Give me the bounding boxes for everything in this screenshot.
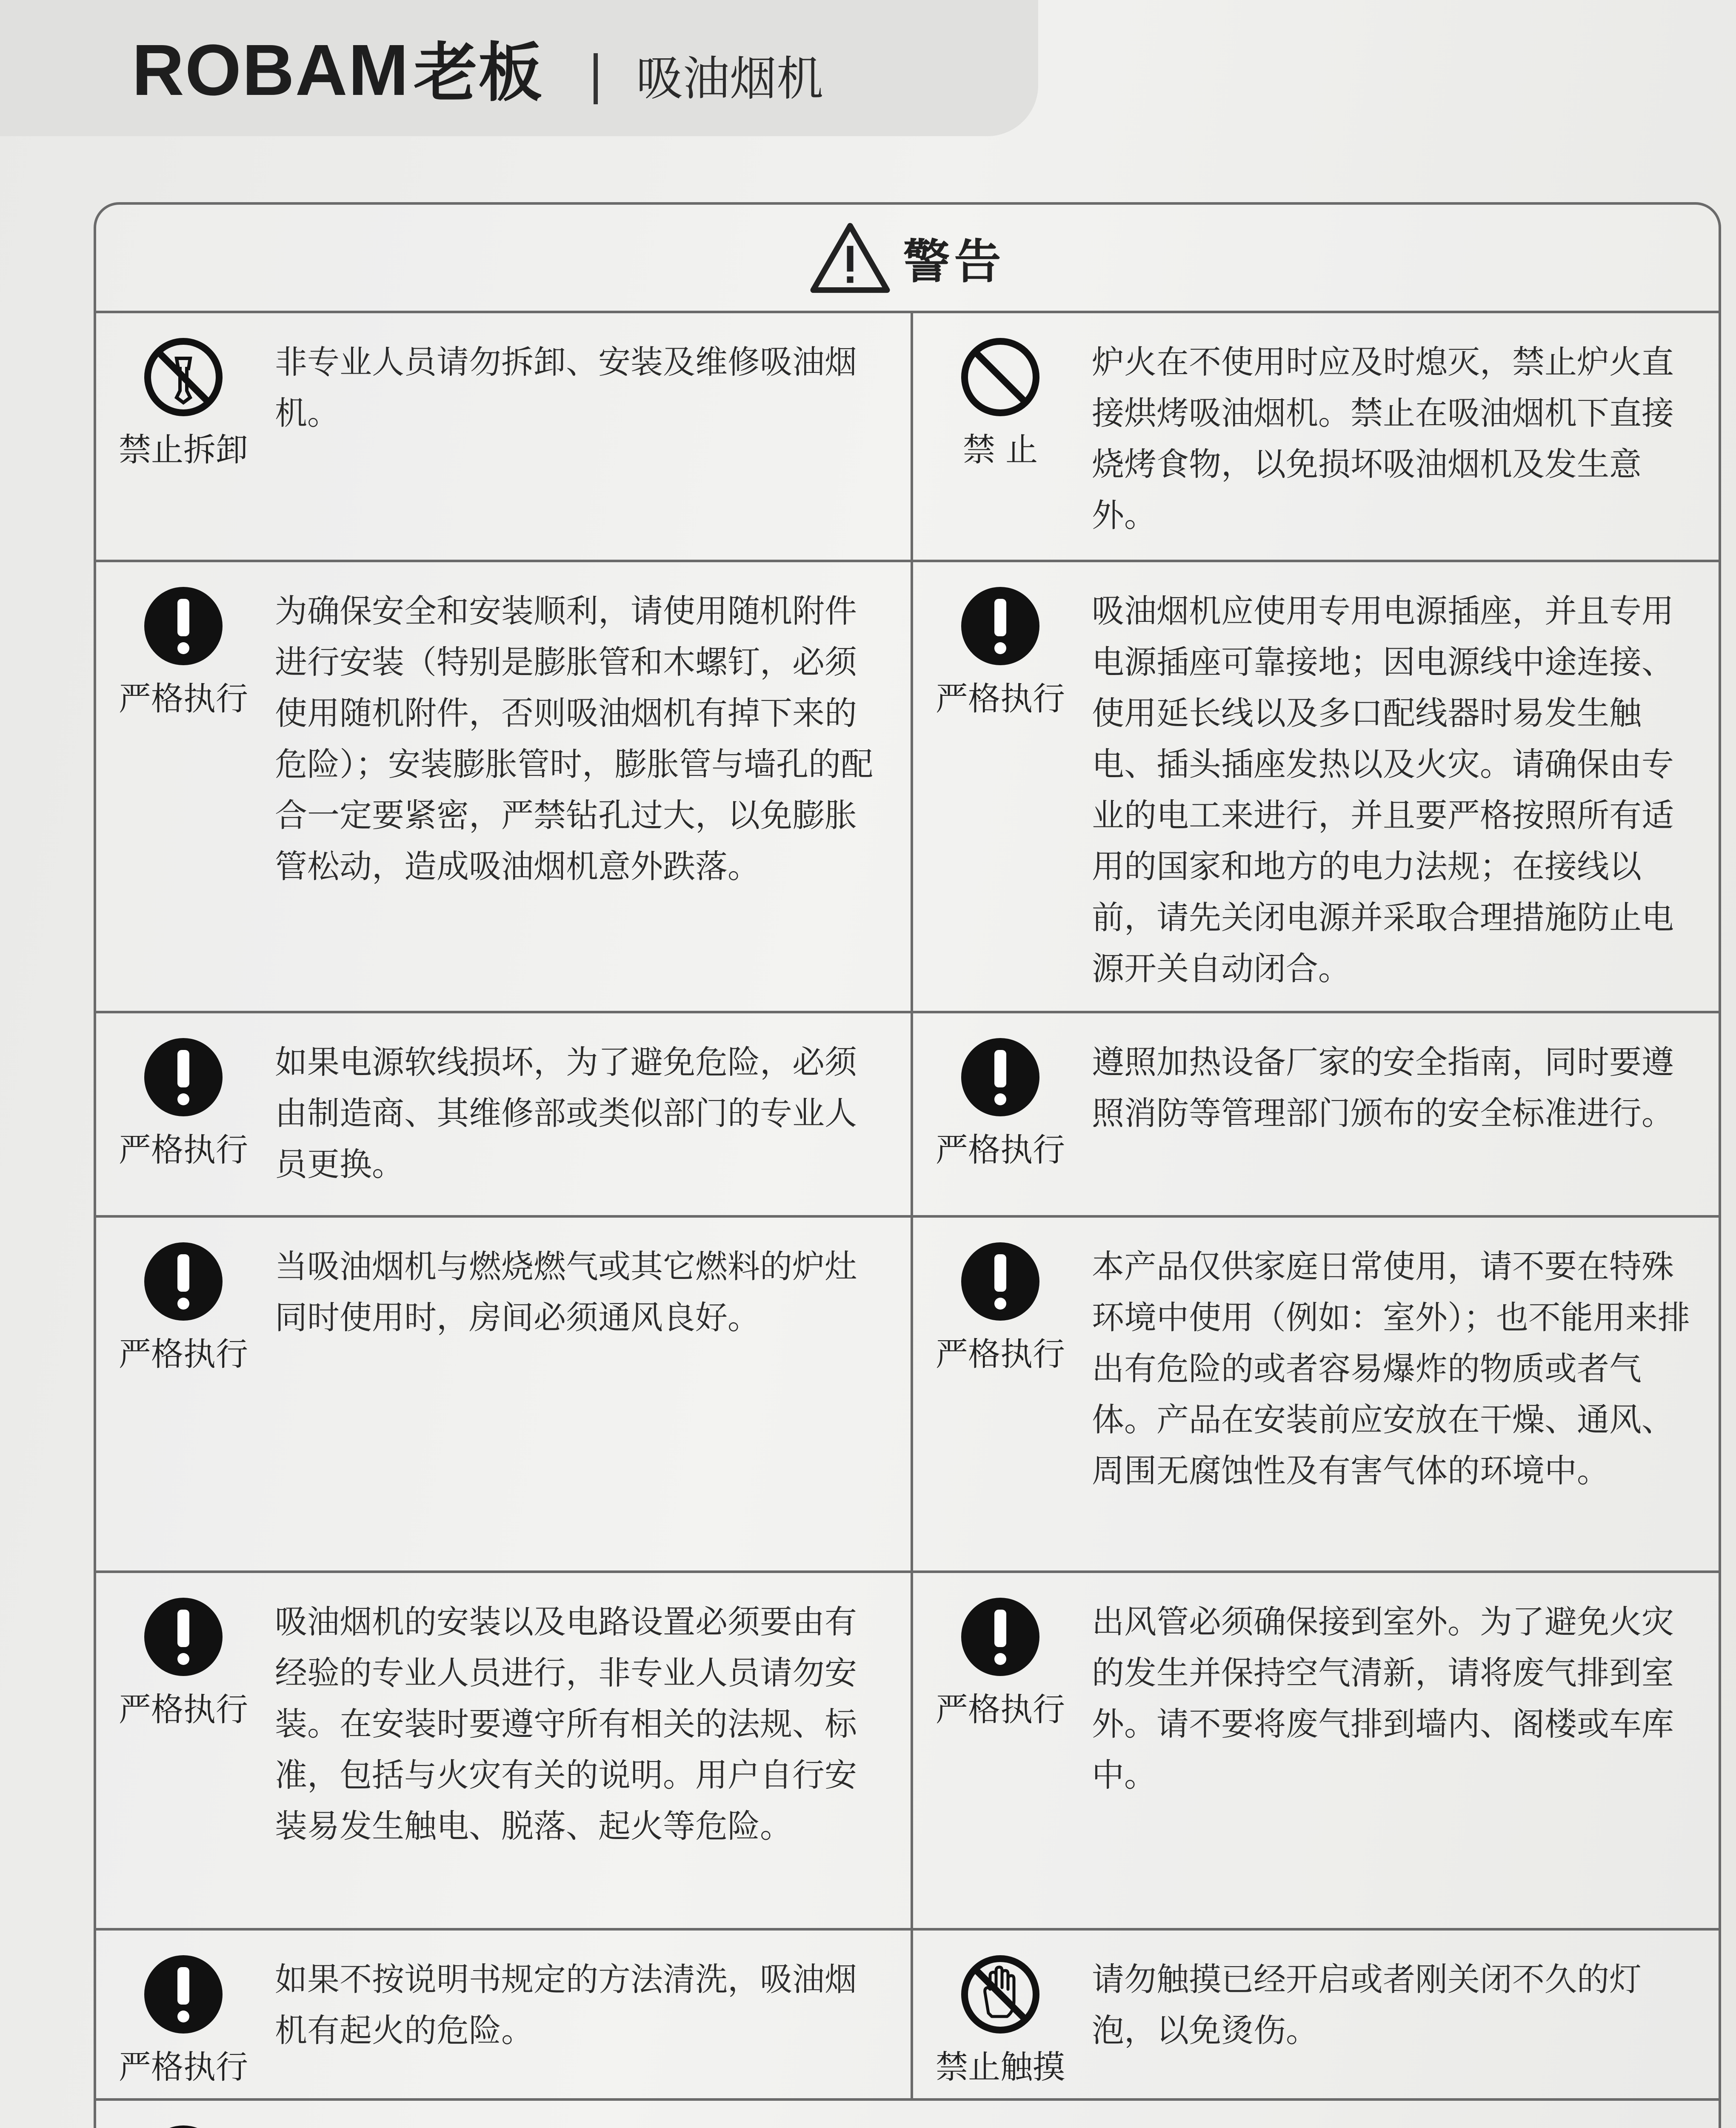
no-disassembly-icon — [141, 335, 226, 420]
icon-group — [113, 1035, 254, 1170]
product-name: 吸油烟机 — [636, 51, 823, 106]
warning-row-1 — [96, 313, 1719, 562]
warning-text: 本产品仅供家庭日常使用，请不要在特殊环境中使用（例如：室外）；也不能用来排出有危险的或者容易爆炸的物质或者气体。产品在安装前应安放在干燥、通风、周围无腐蚀性及有害气体的环境中。 — [1092, 1247, 1690, 1490]
icon-group — [113, 1239, 254, 1375]
icon-group — [113, 1952, 254, 2088]
mandatory-icon — [141, 2122, 226, 2128]
mandatory-icon — [958, 1035, 1043, 1120]
icon-label: 禁止拆卸 — [119, 431, 248, 469]
icon-group — [930, 335, 1071, 470]
mandatory-icon — [141, 1952, 226, 2037]
warning-text: 吸油烟机的安装以及电路设置必须要由有经验的专业人员进行，非专业人员请勿安装。在安装时要遵守所有相关的法规、标准，包括与火灾有关的说明。用户自行安装易发生触电、脱落、起火等危险。 — [275, 1603, 857, 1845]
icon-group — [930, 1035, 1071, 1170]
warning-text: 当吸油烟机与燃烧燃气或其它燃料的炉灶同时使用时，房间必须通风良好。 — [275, 1247, 857, 1336]
icon-label: 严格执行 — [119, 1690, 248, 1728]
no-touch-icon — [958, 1952, 1043, 2037]
icon-group — [113, 583, 254, 719]
icon-group — [113, 335, 254, 470]
icon-group — [930, 1239, 1071, 1375]
icon-label: 严格执行 — [936, 1690, 1065, 1728]
warning-cell — [96, 313, 913, 560]
mandatory-icon — [141, 1035, 226, 1120]
mandatory-icon — [958, 583, 1043, 669]
warning-text: 如果电源软线损坏，为了避免危险，必须由制造商、其维修部或类似部门的专业人员更换。 — [275, 1043, 857, 1183]
header-divider — [594, 53, 598, 104]
warning-text: 炉火在不使用时应及时熄灭，禁止炉火直接烘烤吸油烟机。禁止在吸油烟机下直接烧烤食物，以免损坏吸油烟机及发生意外。 — [1092, 343, 1674, 534]
warning-text: 吸油烟机应使用专用电源插座，并且专用电源插座可靠接地；因电源线中途连接、使用延长线以及多口配线器时易发生触电、插头插座发热以及火灾。请确保由专业的电工来进行，并且要严格按照所有适用的国家和地方的电力法规；在接线以前，请先关闭电源并采取合理措施防止电源开关自动闭合。 — [1092, 592, 1674, 987]
warning-cell — [913, 313, 1721, 560]
mandatory-icon — [141, 1594, 226, 1679]
icon-group — [113, 2122, 254, 2128]
mandatory-icon — [958, 1594, 1043, 1679]
icon-label: 严格执行 — [936, 1335, 1065, 1373]
warning-cell — [913, 1931, 1721, 2098]
warning-text: 遵照加热设备厂家的安全指南，同时要遵照消防等管理部门颁布的安全标准进行。 — [1092, 1043, 1674, 1132]
mandatory-icon — [958, 1239, 1043, 1324]
warning-row-4 — [96, 1218, 1719, 1573]
warning-cell — [96, 1573, 913, 1928]
icon-label: 严格执行 — [119, 1335, 248, 1373]
warning-cell — [913, 562, 1721, 1011]
icon-label: 严格执行 — [119, 1131, 248, 1169]
prohibited-icon — [958, 335, 1043, 420]
warning-cell — [96, 2101, 1719, 2128]
warning-row-5 — [96, 1573, 1719, 1931]
warning-title: 警告 — [903, 234, 1005, 289]
icon-group — [113, 1594, 254, 1730]
mandatory-icon — [141, 583, 226, 669]
icon-label: 禁 止 — [962, 431, 1038, 469]
warning-cell — [96, 1013, 913, 1215]
warning-text: 如果不按说明书规定的方法清洗，吸油烟机有起火的危险。 — [275, 1960, 857, 2049]
warning-row-2 — [96, 562, 1719, 1013]
icon-group — [930, 1594, 1071, 1730]
icon-label: 严格执行 — [936, 680, 1065, 718]
warning-header — [96, 205, 1719, 313]
brand-logo — [132, 30, 543, 111]
icon-group — [930, 1952, 1071, 2088]
warning-text — [275, 2124, 1693, 2128]
warning-triangle-icon — [810, 222, 891, 294]
warning-text: 非专业人员请勿拆卸、安装及维修吸油烟机。 — [275, 343, 857, 432]
warning-cell — [96, 562, 913, 1011]
warning-cell — [913, 1573, 1721, 1928]
icon-group — [930, 583, 1071, 719]
warning-cell — [913, 1218, 1721, 1570]
icon-label: 严格执行 — [119, 680, 248, 718]
warning-text: 出风管必须确保接到室外。为了避免火灾的发生并保持空气清新，请将废气排到室外。请不要将废气排到墙内、阁楼或车库中。 — [1092, 1603, 1674, 1794]
warning-cell — [913, 1013, 1721, 1215]
warning-row-6 — [96, 1931, 1719, 2101]
warning-row-final — [96, 2101, 1719, 2128]
warning-row-3 — [96, 1013, 1719, 1218]
warning-cell — [96, 1218, 913, 1570]
warning-cell — [96, 1931, 913, 2098]
brand-latin: ROBAM — [132, 30, 410, 111]
warning-box — [94, 202, 1721, 2128]
brand-cn: 老板 — [414, 36, 543, 110]
icon-label: 禁止触摸 — [936, 2048, 1065, 2086]
warning-text: 为确保安全和安装顺利，请使用随机附件进行安装（特别是膨胀管和木螺钉，必须使用随机附件，否则吸油烟机有掉下来的危险）；安装膨胀管时，膨胀管与墙孔的配合一定要紧密，严禁钻孔过大，以免膨胀管松动，造成吸油烟机意外跌落。 — [275, 592, 873, 885]
mandatory-icon — [141, 1239, 226, 1324]
warning-text: 请勿触摸已经开启或者刚关闭不久的灯泡，以免烫伤。 — [1092, 1960, 1642, 2049]
icon-label: 严格执行 — [119, 2048, 248, 2086]
icon-label: 严格执行 — [936, 1131, 1065, 1169]
